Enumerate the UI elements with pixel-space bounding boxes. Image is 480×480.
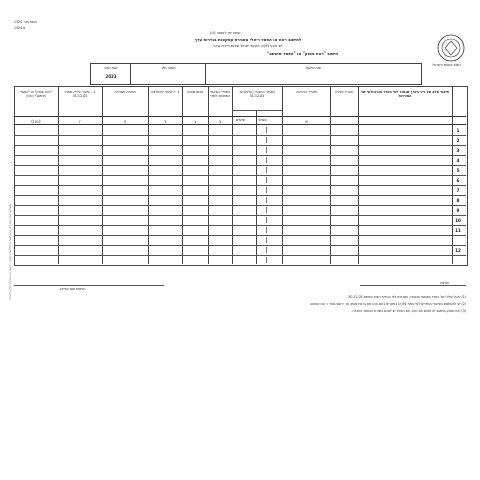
subheader-lower: שלמים: [236, 118, 246, 122]
row-number: 7: [456, 188, 460, 193]
tax-year-value: 2023: [105, 74, 117, 79]
footnote-3: (3) רווח פסוק מחושב יש לסכם אם רווח, אם הפסד יש לסכם בשורת ההפסד בטבלה.: [351, 309, 466, 313]
taxpayer-name-field[interactable]: [205, 63, 422, 85]
col-letter-a: א: [305, 119, 308, 124]
row-number: 1: [456, 128, 460, 133]
sales-table: [14, 86, 468, 266]
row-number: 3: [456, 148, 460, 153]
row-number: 6: [456, 178, 460, 183]
col-header-desc: תיאור מלא של נייר הערך שנמכר לפי הסדר הכרונולוגי של המכירות: [361, 90, 449, 99]
col-header-total: "רווח פסוק" או "הפסד מחושב" (ו×ז): [19, 90, 53, 99]
row-number: 2: [456, 138, 460, 143]
col-letter-e: ה: [123, 119, 127, 124]
col-letter-z: ז: [79, 119, 81, 124]
col-header-g: סכום שנוכה: [186, 90, 204, 94]
form-title: לחישוב רווח או הפסד ריאלי מסגירת עסקאות בניירות ערך: [194, 37, 302, 42]
row-number: 5: [456, 168, 460, 173]
footnote-1: (1) עיגול שלילי של המדד במספר מנקודה עשרונית לפי הנחיית רשות המסים 30.11.05.: [347, 295, 466, 299]
signature-label: חתימה: [440, 281, 450, 285]
col-letter-d: ד: [163, 119, 167, 124]
row-number: 8: [456, 198, 460, 203]
signature-line: [360, 285, 466, 286]
col-header-original-price: המחיר המקורי (עלות) עד 31.12.05: [239, 90, 275, 99]
row-number: 4: [456, 158, 460, 163]
col-header-profit: 1 – שיעור עלייה ממדד 31.12.05: [64, 90, 96, 99]
stamp-label: חותמת ושם המייצג: [60, 287, 86, 291]
col-header-e: תמורה ממכירה: [114, 90, 136, 94]
row-number: 9: [456, 208, 460, 213]
row-number: 12: [455, 248, 461, 253]
logo-text: רשות המסים בישראל: [432, 63, 461, 67]
subheader-upper: עשרוני: [258, 118, 267, 122]
col-header-acq-date: תאריך הרכישה: [296, 90, 317, 94]
footnote-2: (2) יש להשתמש בשיעורי המדדים לפי סעיף 91(ה) במקרים בהם נוכה מס ברווח פסוק וכו׳ ירשם בטור ו׳ את הסכום.: [309, 302, 466, 306]
col-letter-total: (ו×ז): [31, 119, 41, 124]
form-title-line2: לפי סעיף 91(ה) לתושבי ישראל שאינם חייבים בניכוי: [213, 44, 283, 48]
side-note: תשלום נכון הוא לפי ההוראות הכלולות בקובץ - טופס זה מהווה חלק מהדוח: [8, 204, 12, 300]
file-number-label: מספר תיק: [161, 66, 176, 70]
form-id-top: טופס מס׳ 1324: [14, 20, 37, 24]
tax-year-label: שנת המס: [104, 66, 118, 70]
tax-authority-logo: [436, 33, 466, 63]
annex-subtitle: נספח עזר לנספח 1(ג): [210, 31, 241, 35]
row-number: 11: [455, 228, 461, 233]
tax-year-box[interactable]: [90, 63, 132, 85]
col-header-sale-date: תאריך מכירה: [334, 90, 354, 94]
taxpayer-name-label: שם הנישום: [306, 66, 321, 70]
stamp-line: [14, 285, 164, 286]
col-header-d: 1 ÷ שיעור אינפלציה: [150, 90, 180, 94]
col-letter-b: ב: [218, 119, 222, 124]
row-number: 10: [455, 218, 461, 223]
file-number-field[interactable]: [130, 63, 207, 85]
form-number: 1324 מ: [14, 26, 26, 30]
col-header-adjusted: המחיר המקורי המתואם למדד: [209, 90, 231, 99]
col-letter-g: ג: [194, 119, 196, 124]
form-title-line3: חישוב "רווח פסוק" או "הפסד מחושב": [267, 51, 338, 56]
